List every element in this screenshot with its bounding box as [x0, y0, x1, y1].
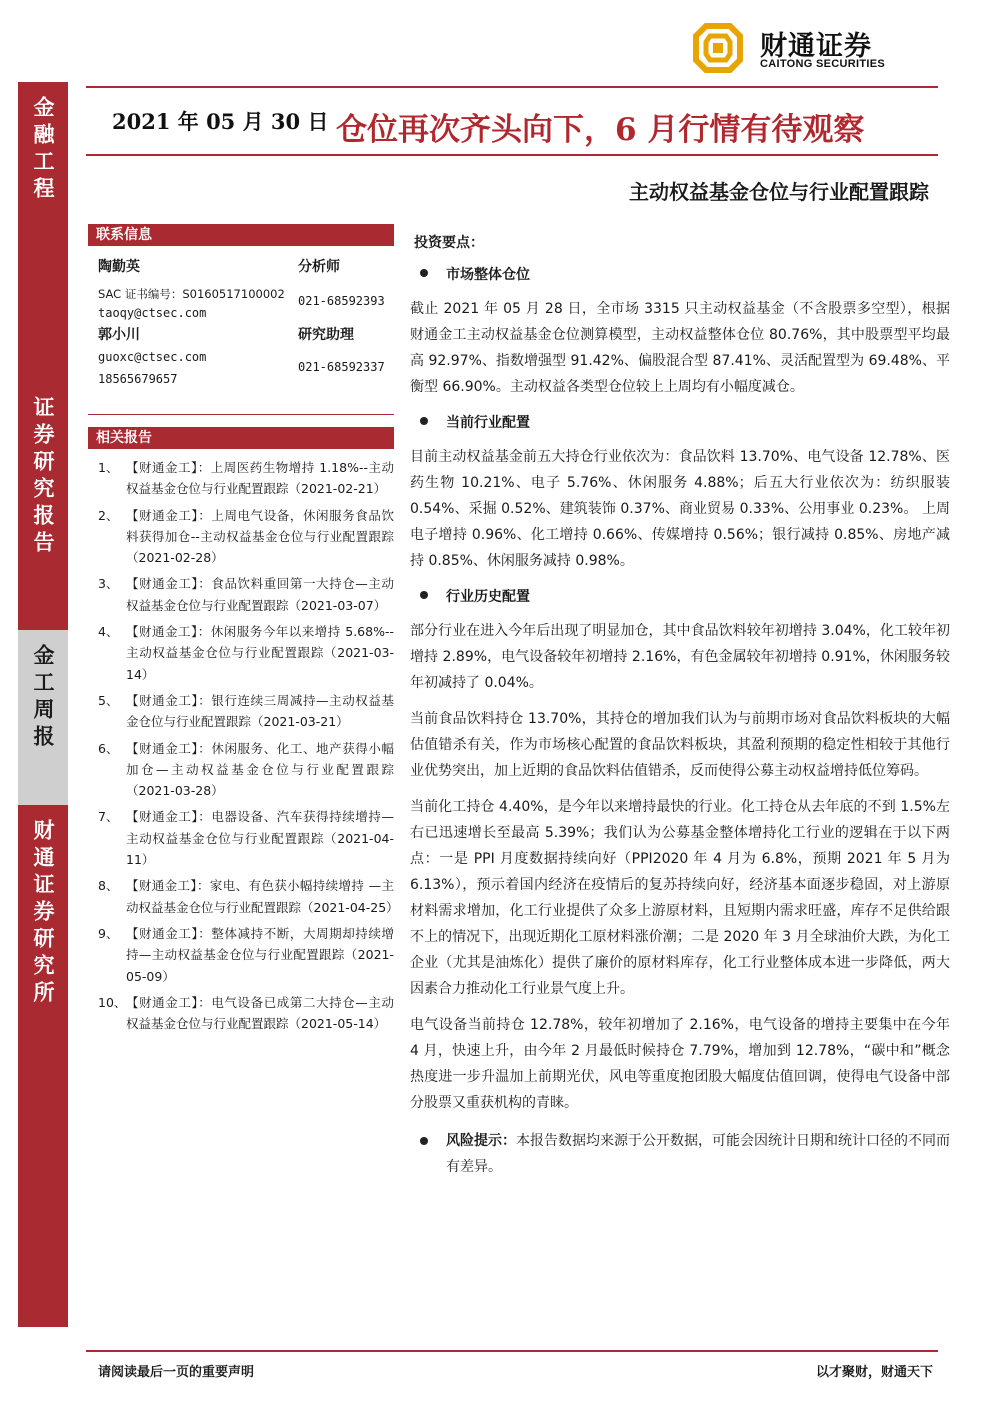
list-item-number: 3、	[98, 576, 119, 592]
list-item-text: 【财通金工】：银行连续三周减持—主动权益基金仓位与行业配置跟踪（2021-03-21）	[126, 692, 394, 730]
assistant-name: 郭小川	[98, 327, 140, 343]
list-item-number: 4、	[98, 624, 119, 640]
list-item-text: 【财通金工】：食品饮料重回第一大持仓—主动权益基金仓位与行业配置跟踪（2021-03-07）	[126, 576, 394, 613]
section-heading-industry-history: 行业历史配置	[410, 586, 950, 606]
sidebar-report-type	[18, 382, 68, 630]
sidebar-institute-label: 财通证券研究所	[31, 819, 56, 1008]
sidebar-category	[18, 82, 68, 382]
sidebar-institute	[18, 805, 68, 1327]
list-item-number: 6、	[98, 740, 119, 756]
assistant-email[interactable]: guoxc@ctsec.com	[98, 350, 207, 364]
list-item[interactable]	[88, 923, 394, 987]
analyst-phone: 021-68592393	[298, 294, 385, 308]
list-item[interactable]	[88, 690, 394, 733]
analyst-role: 分析师	[298, 259, 340, 275]
risk-warning-text: 本报告数据均来源于公开数据，可能会因统计日期和统计口径的不同而有差异。	[446, 1133, 950, 1175]
list-item-text: 【财通金工】：休闲服务今年以来增持 5.68%--主动权益基金仓位与行业配置跟踪（2021-03-14）	[126, 624, 394, 682]
logo-emblem-icon	[690, 20, 746, 76]
list-item-number: 10、	[98, 994, 127, 1010]
assistant-role: 研究助理	[298, 327, 354, 343]
paragraph: 目前主动权益基金前五大持仓行业依次为：食品饮料 13.70%、电气设备 12.78%、医药生物 10.21%、电子 5.76%、休闲服务 4.88%；后五大行业依次为：纺织服装 0.54%、采掘 0.52%、建筑装饰 0.37%、商业贸易 0.33%、公用事业 0.23%。 上周电子增持 0.96%、化工增持 0.66%、传媒增持 0.56%；银行减持 0.85%、房地产减持 0.85%、休闲服务减持 0.98%。	[410, 449, 950, 569]
list-item-text: 【财通金工】：上周电气设备，休闲服务食品饮料获得加仓--主动权益基金仓位与行业配置跟踪（2021-02-28）	[126, 507, 394, 566]
sidebar-series	[18, 630, 68, 805]
company-logo	[690, 18, 930, 74]
report-date: 2021 年 05 月 30 日	[112, 109, 329, 134]
analyst-name: 陶勤英	[98, 259, 140, 275]
list-item-number: 8、	[98, 878, 119, 894]
list-item-number: 9、	[98, 925, 119, 941]
list-item-number: 1、	[98, 460, 119, 475]
list-item[interactable]	[88, 505, 394, 569]
paragraph: 当前食品饮料持仓 13.70%，其持仓的增加我们认为与前期市场对食品饮料板块的大幅估值错杀有关，作为市场核心配置的食品饮料板块，其盈利预期的稳定性相较于其他行业优势突出，加上近期的食品饮料估值错杀，反而使得公募主动权益增持低位筹码。	[410, 711, 950, 779]
list-item[interactable]	[88, 573, 394, 616]
sidebar-category-label: 金融工程	[31, 96, 56, 204]
report-subtitle: 主动权益基金仓位与行业配置跟踪	[629, 180, 929, 204]
list-item[interactable]	[88, 806, 394, 870]
list-item[interactable]	[88, 621, 394, 685]
section-heading-industry-allocation: 当前行业配置	[410, 412, 950, 432]
sidebar-report-type-label: 证券研究报告	[31, 396, 56, 558]
assistant-mobile: 18565679657	[98, 372, 178, 386]
list-item-text: 【财通金工】：上周医药生物增持 1.18%--主动权益基金仓位与行业配置跟踪（2021-02-21）	[126, 460, 394, 497]
related-reports-list	[88, 457, 399, 1034]
key-points-heading: 投资要点：	[414, 235, 484, 251]
related-reports-heading: 相关报告	[88, 427, 394, 449]
logo-english-name: CAITONG SECURITIES	[760, 58, 885, 70]
footer-slogan: 以才聚财，财通天下	[815, 1365, 933, 1380]
sac-number: SAC 证书编号：S0160517100002	[98, 287, 285, 301]
sidebar-series-label: 金工周报	[31, 644, 56, 752]
assistant-phone: 021-68592337	[298, 360, 385, 374]
list-item-text: 【财通金工】：电气设备已成第二大持仓—主动权益基金仓位与行业配置跟踪（2021-05-14）	[126, 994, 394, 1032]
section-heading-market-position: 市场整体仓位	[410, 264, 950, 284]
list-item-number: 2、	[98, 507, 119, 523]
list-item-text: 【财通金工】：家电、有色获小幅持续增持 —主动权益基金仓位与行业配置跟踪（2021-04-25）	[126, 878, 399, 915]
list-item-number: 5、	[98, 692, 119, 708]
contact-heading: 联系信息	[88, 224, 394, 246]
paragraph: 电气设备当前持仓 12.78%，较年初增加了 2.16%，电气设备的增持主要集中在今年 4 月，快速上升，由今年 2 月最低时候持仓 7.79%，增加到 12.78%，“碳中和”概念热度进一步升温加上前期光伏，风电等重度抱团股大幅度估值回调，使得电气设备中部分股票又重获机构的青睐。	[410, 1017, 950, 1111]
header-bottom-rule	[86, 154, 938, 156]
left-info-column	[88, 224, 399, 1039]
paragraph: 截止 2021 年 05 月 28 日，全市场 3315 只主动权益基金（不含股票多空型），根据财通金工主动权益基金仓位测算模型，主动权益整体仓位 80.76%，其中股票型平均最高 92.97%、指数增强型 91.42%、偏股混合型 87.41%、灵活配置型为 69.48%、平衡型 66.90%。主动权益各类型仓位较上上周均有小幅度减仓。	[410, 301, 950, 395]
list-item[interactable]	[88, 457, 394, 500]
list-item-text: 【财通金工】：休闲服务、化工、地产获得小幅加仓—主动权益基金仓位与行业配置跟踪（2021-03-28）	[126, 740, 394, 799]
risk-warning	[410, 1128, 950, 1180]
footer-rule	[86, 1350, 938, 1352]
list-item[interactable]	[88, 875, 399, 918]
footer-disclaimer-note: 请阅读最后一页的重要声明	[98, 1365, 255, 1380]
report-title: 仓位再次齐头向下，6 月行情有待观察	[336, 112, 865, 148]
paragraph: 当前化工持仓 4.40%，是今年以来增持最快的行业。化工持仓从去年底的不到 1.5%左右已迅速增长至最高 5.39%；我们认为公募基金整体增持化工行业的逻辑在于以下两点：一是 PPI 月度数据持续向好（PPI2020 年 4 月为 6.8%，预期 2021 年 5 月为 6.13%），预示着国内经济在疫情后的复苏持续向好，经济基本面逐步稳固，对上游原材料需求增加，化工行业提供了众多上游原材料，且短期内需求旺盛，库存不足供给跟不上的情况下，出现近期化工原材料涨价潮；二是 2020 年 3 月全球油价大跌，为化工企业（尤其是油炼化）提供了廉价的原材料库存，化工行业整体成本进一步降低，两大因素合力推动化工行业景气度上升。	[410, 799, 950, 997]
analyst-email[interactable]: taoqy@ctsec.com	[98, 306, 207, 320]
logo-chinese-name: 财通证券	[760, 31, 872, 62]
contact-info	[88, 246, 394, 412]
list-item[interactable]	[88, 738, 394, 802]
list-item-text: 【财通金工】：电器设备、汽车获得持续增持—主动权益基金仓位与行业配置跟踪（2021-04-11）	[126, 809, 394, 868]
list-item[interactable]	[88, 992, 394, 1035]
contact-divider	[88, 414, 394, 415]
header-top-rule	[86, 86, 938, 88]
paragraph: 部分行业在进入今年后出现了明显加仓，其中食品饮料较年初增持 3.04%，化工较年初增持 2.89%，电气设备较年初增持 2.16%，有色金属较年初增持 0.91%，休闲服务较年初减持了 0.04%。	[410, 623, 950, 691]
list-item-number: 7、	[98, 809, 119, 825]
risk-warning-label: 风险提示：	[446, 1133, 516, 1149]
left-sidebar	[18, 82, 68, 1327]
list-item-text: 【财通金工】：整体减持不断，大周期却持续增持—主动权益基金仓位与行业配置跟踪（2021-05-09）	[126, 925, 394, 984]
related-reports	[88, 427, 399, 1034]
main-content	[410, 232, 950, 1180]
